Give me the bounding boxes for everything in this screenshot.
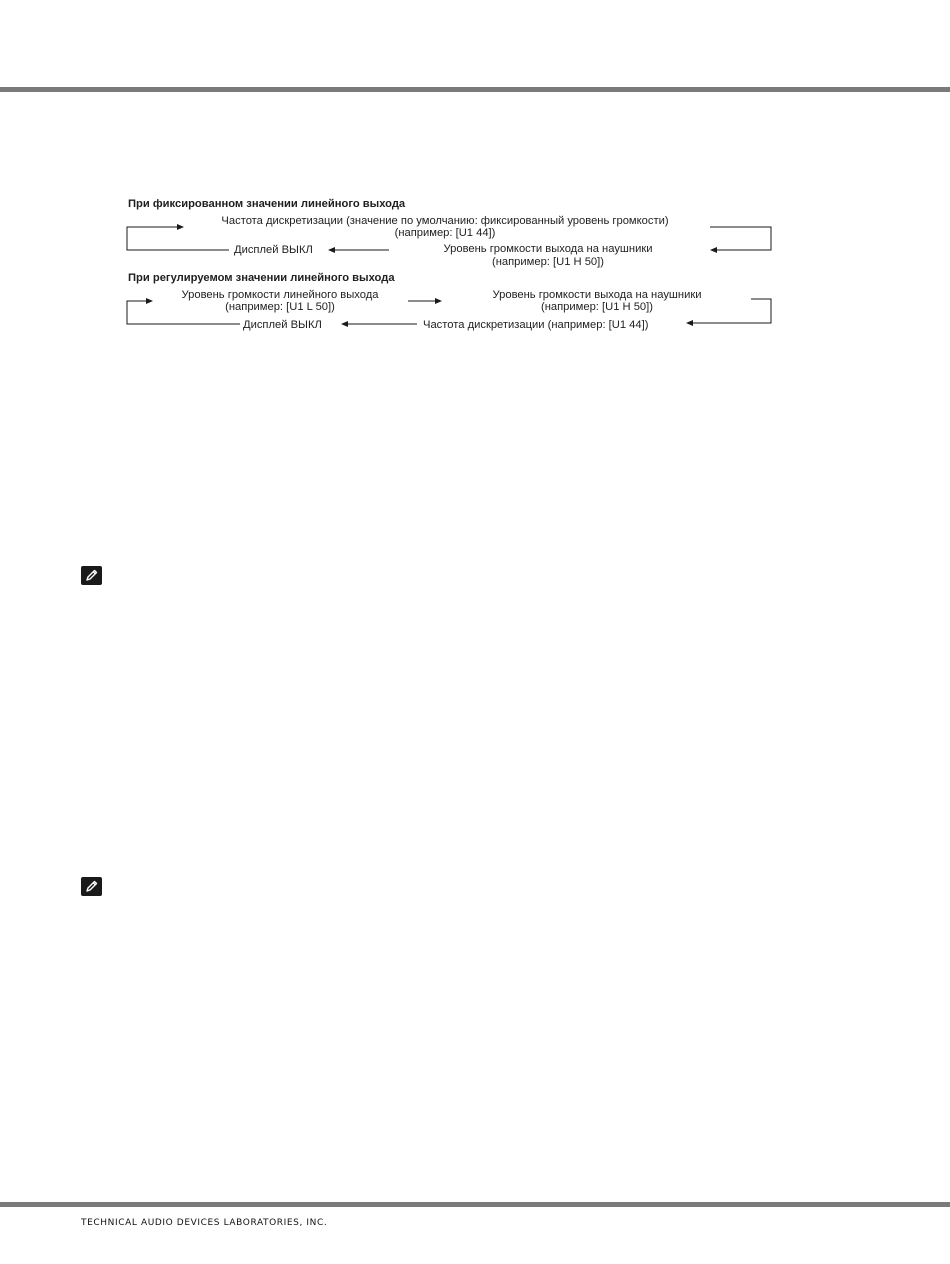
footer-company-name: TECHNICAL AUDIO DEVICES LABORATORIES, INC. bbox=[81, 1218, 328, 1228]
fixed-display-off-label: Дисплей ВЫКЛ bbox=[234, 244, 313, 256]
fixed-headphone-example: (например: [U1 H 50]) bbox=[492, 256, 604, 268]
fixed-rate-example: (например: [U1 44]) bbox=[394, 227, 496, 239]
variable-headphone-example: (например: [U1 H 50]) bbox=[541, 301, 653, 313]
pencil-note-icon bbox=[81, 566, 102, 585]
fixed-loop-right-connector bbox=[710, 227, 771, 250]
variable-line-label: Уровень громкости линейного выхода bbox=[181, 289, 379, 301]
footer-rule bbox=[0, 1202, 950, 1207]
variable-display-off-label: Дисплей ВЫКЛ bbox=[243, 319, 322, 331]
fixed-section-heading: При фиксированном значении линейного выхода bbox=[128, 198, 406, 210]
variable-headphone-label: Уровень громкости выхода на наушники bbox=[492, 289, 702, 301]
pencil-note-icon bbox=[81, 877, 102, 896]
fixed-headphone-label: Уровень громкости выхода на наушники bbox=[443, 243, 653, 255]
fixed-rate-label: Частота дискретизации (значение по умолчанию: фиксированный уровень громкости) bbox=[221, 215, 669, 227]
variable-rate-label: Частота дискретизации (например: [U1 44]) bbox=[423, 319, 649, 331]
variable-section-heading: При регулируемом значении линейного выхода bbox=[128, 272, 395, 284]
variable-line-example: (например: [U1 L 50]) bbox=[225, 301, 335, 313]
